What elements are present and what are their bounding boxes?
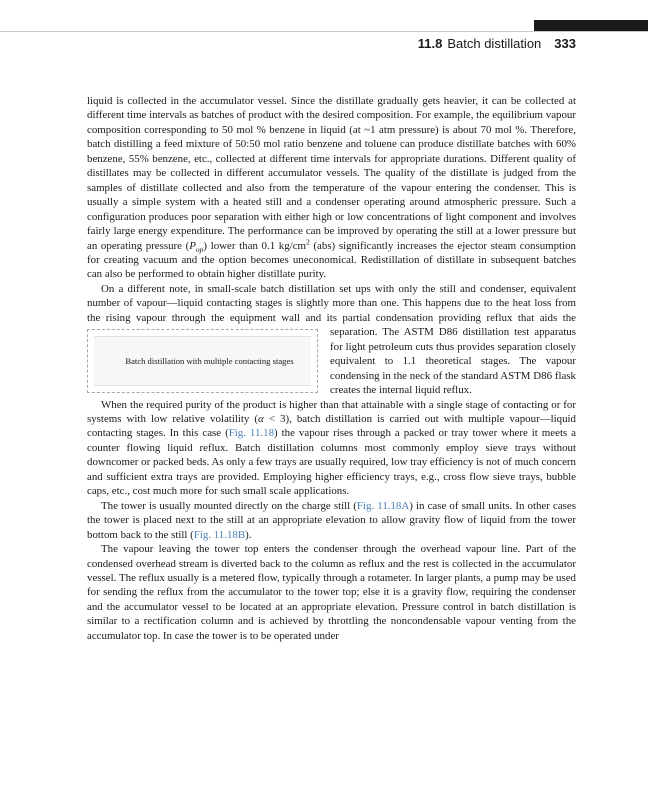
figure-callout-label: Batch distillation with multiple contacting stages: [125, 356, 294, 367]
figure-link-11-18a[interactable]: Fig. 11.18A: [356, 499, 410, 512]
pressure-subscript: op: [195, 244, 204, 254]
header-rule: [0, 31, 648, 32]
figure-callout: [87, 329, 318, 393]
paragraph-4-text-c: ).: [245, 528, 252, 541]
page-number: 333: [554, 36, 576, 51]
paragraph-2-text-a: On a different note, in small-scale batch distillation set ups with only the still and condenser, equivalent number of vapour—liquid contacting stages is slightly more than one. This happens due to the heat loss from the rising vapour through the equipment wall and its partial condensation providing: [87, 282, 576, 324]
section-title: Batch distillation: [447, 36, 542, 51]
paragraph-2: [87, 282, 576, 398]
unit-superscript: 2: [306, 236, 310, 246]
body-text: [87, 94, 576, 643]
paragraph-3-text-b: < 3), batch distillation is carried out with multiple vapour—liquid contacting stages. In this case (: [87, 412, 576, 440]
figure-callout-panel: [94, 336, 311, 386]
alpha-symbol: α: [258, 412, 264, 425]
paragraph-3: [87, 398, 576, 499]
paragraph-5-text: The vapour leaving the tower top enters the condenser through the overhead vapour line. Part of the condensed overhead stream is diverted back to the column as reflux and the rest is collected in the accumulator vessel. The reflux usually is a metered flow, typically through a rotameter. In larger plants, a pump may be used for sending the reflux from the accumulator to the tower top; else it is a gravity flow, requiring the condenser and the accumulator vessel to be located at an appropriate elevation. Pressure control in batch distillation is similar to a rectification column and is achieved by throttling the noncondensable vapour venting from the accumulator top. In case the tower is to be operated under: [87, 543, 576, 642]
running-head: [418, 36, 576, 51]
paragraph-4-text-a: The tower is usually mounted directly on the charge still (: [101, 499, 357, 512]
paragraph-1: [87, 94, 576, 282]
figure-link-11-18b[interactable]: Fig. 11.18B: [193, 528, 246, 541]
paragraph-5: [87, 542, 576, 643]
paragraph-1-text-b: ) lower than 0.1 kg/cm: [203, 239, 307, 252]
paragraph-4: [87, 499, 576, 542]
paragraph-3-text-c: ) the vapour rises through a packed or tray tower where it meets a counter flowing liquid reflux. Batch distillation columns most commonly employ sieve trays without downcomer or packed beds. As only a few trays are usually required, low tray efficiency is not of much concern and sufficient extra trays are provided. Employing higher efficiency trays, e.g., cross flow sieve trays, bubble caps, etc., cost much more for such small scale applications.: [87, 427, 577, 498]
pressure-symbol: P: [189, 239, 196, 252]
header-black-bar: [534, 20, 648, 31]
paragraph-2-text-b: reflux that aids the separation. The ASTM D86 distillation test apparatus for light petroleum cuts thus provides separation closely equivalent to 1.1 theoretical stages. The vapour condensing in the neck of the standard ASTM D86 flask creates the internal liquid reflux.: [330, 311, 577, 397]
paragraph-3-text-a: When the required purity of the product is higher than that attainable with a single stage of contacting or for systems with low relative volatility (: [87, 398, 576, 425]
paragraph-4-text-b: ) in case of small units. In other cases the tower is placed next to the still at an appropriate elevation to allow gravity flow of liquid from the tower bottom back to the still (: [87, 499, 576, 541]
paragraph-1-text-a: liquid is collected in the accumulator vessel. Since the distillate gradually gets heavier, it can be collected at different time intervals as batches of product with the desired composition. For example, the equilibrium vapour composition corresponding to 50 mol % benzene in liquid (at ~1 atm pressure) is about 70 mol %. Therefore, batch distilling a feed mixture of 50:50 mol ratio benzene and toluene can produce distillate batches with 60% benzene, 55% benzene, etc., collected at different time intervals for appropriate durations. Different quality of distillates may be collected in different accumulator vessels. The quality of the distillate is judged from the samples of distillate collected and also from the temperature of the vapour entering the condenser. This is usually a simple system with a heated still and a condenser operating around atmospheric pressure. Such a configuration produces poor separation with either high or low concentrations of light component and involves fairly large energy expenditure. The performance can be improved by operating the still at a lower pressure but an operating pressure (: [87, 95, 576, 252]
section-number: 11.8: [417, 36, 443, 51]
figure-link-11-18[interactable]: Fig. 11.18: [228, 427, 275, 440]
paragraph-1-text-c: (abs) significantly increases the ejector steam consumption for creating vacuum and the option becomes uneconomical. Redistillation of distillate in subsequent batches can also be performed to obtain higher distillate purity.: [87, 239, 576, 281]
